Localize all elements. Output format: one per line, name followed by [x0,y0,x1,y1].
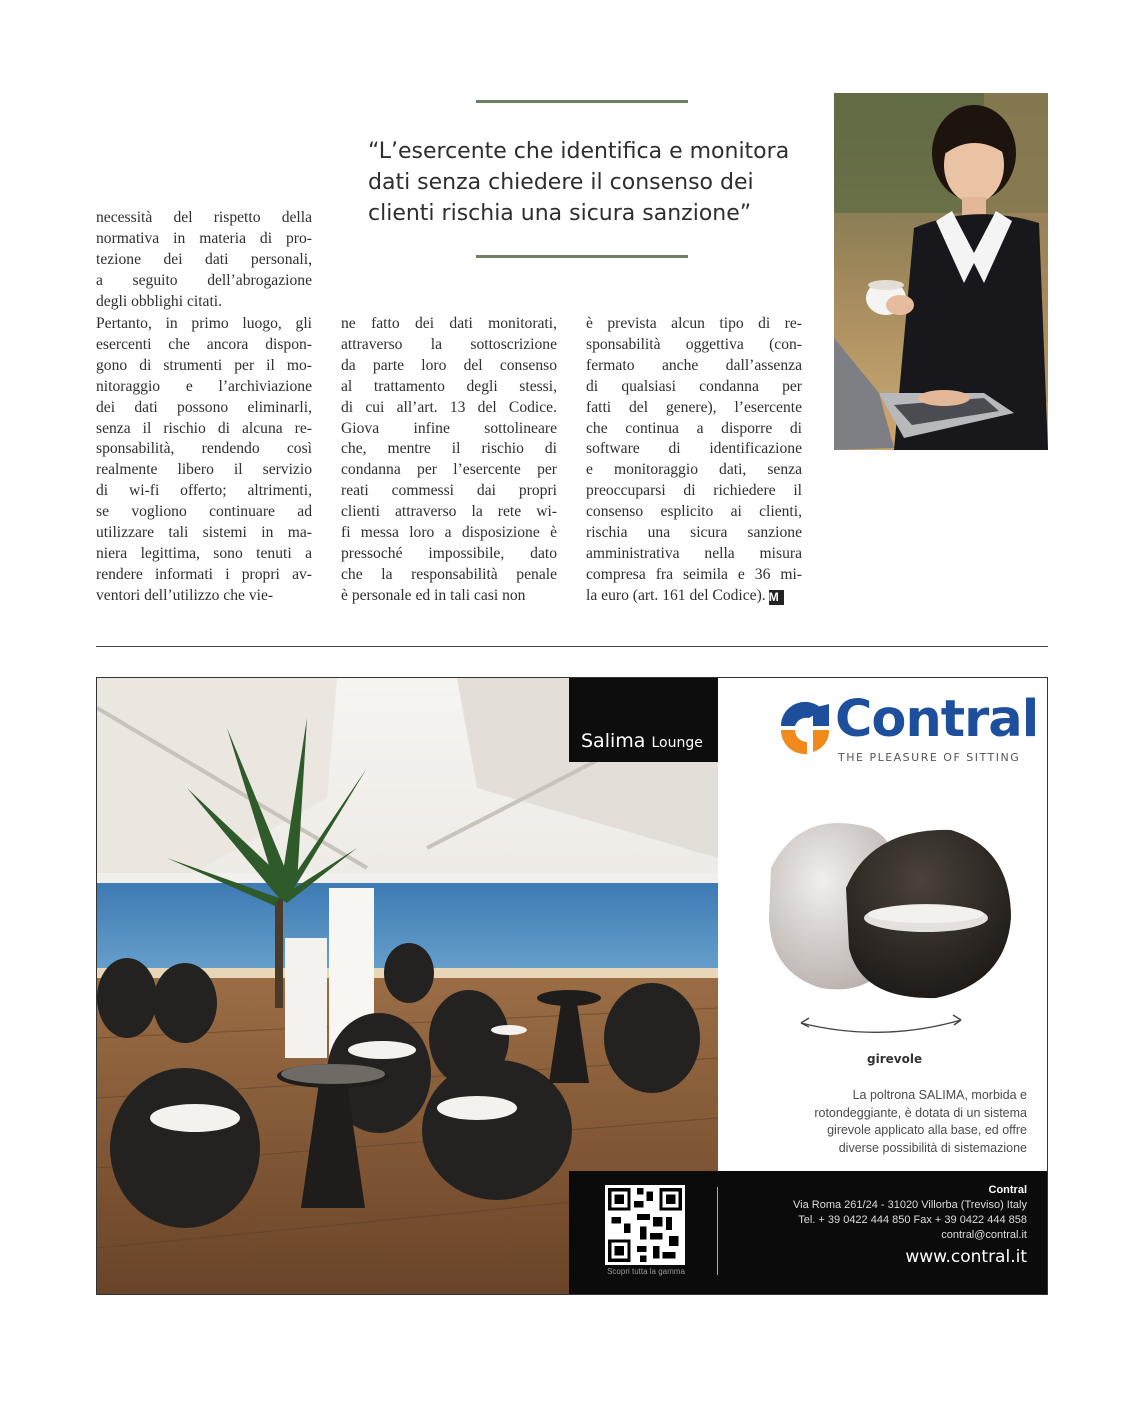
article-line: realmente libero il servizio [96,461,312,479]
contact-phone: Tel. + 39 0422 444 850 Fax + 39 0422 444 858 [798,1214,1027,1226]
article-line: e monitoraggio dati, senza [586,461,802,479]
article-line: preoccuparsi di richiedere il [586,482,802,500]
article-line: dei dati possono eliminarli, [96,398,312,416]
article-line: fi messa loro a disposizione è [341,524,557,542]
contact-company: Contral [988,1184,1027,1196]
contact-block [793,1183,1027,1243]
qr-caption: Scopri tutta la gamma [607,1267,685,1276]
article-line: rischia una sicura sanzione [586,524,802,542]
article-line: gono di strumenti per il mo- [96,356,312,374]
article-line: che continua a disporre di [586,419,802,437]
article-line: di cui all’art. 13 del Codice. [341,398,557,416]
contact-email[interactable]: contral@contral.it [941,1229,1027,1241]
article-line: al trattamento degli stessi, [341,377,557,395]
article-line: ventori dell’utilizzo che vie- [96,586,274,604]
article-line: nitoraggio e l’archiviazione [96,377,312,395]
article-column-3 [586,314,802,607]
article-line: se vogliono continuare ad [96,503,312,521]
article-line: necessità del rispetto della [96,209,312,226]
product-line: Lounge [651,735,703,751]
article-line: è prevista alcun tipo di re- [586,315,802,332]
article-line: sponsabilità, rendendo così [96,440,312,458]
article-line: di qualsiasi condanna per [586,377,802,395]
article-line: niera legittima, sono tenuti a [96,544,312,562]
brand-tagline: THE PLEASURE OF SITTING [838,751,1021,764]
quote-rule-bottom [476,255,688,258]
section-divider [96,646,1048,647]
website-link[interactable]: www.contral.it [905,1247,1027,1267]
article-column-1-top [96,208,312,313]
article-line: da parte loro del consenso [341,356,557,374]
article-line: compresa fra seimila e 36 mi- [586,565,802,583]
article-line: utilizzare tali sistemi in ma- [96,524,312,542]
article-line: attraverso la sottoscrizione [341,335,557,353]
article-line: condanna per l’esercente per [341,461,557,479]
article-line: la euro (art. 161 del Codice). M [586,586,802,607]
contact-address: Via Roma 261/24 - 31020 Villorba (Treviso) Italy [793,1199,1027,1211]
article-line: tezione dei dati personali, [96,250,312,268]
article-line: clienti attraverso la rete wi- [341,503,557,521]
article-line: pressoché impossibile, dato [341,544,557,562]
article-line: amministrativa nella misura [586,544,802,562]
article-column-2 [341,314,557,607]
article-line: fatti del genere), l’esercente [586,398,802,416]
article-line: degli obblighi citati. [96,292,223,310]
ad-contact-bar [569,1171,1047,1294]
article-line: reati commessi dai propri [341,482,557,500]
salima-chairs-illustration [761,808,1021,1038]
quote-rule-top [476,100,688,103]
article-line: normativa in materia di pro- [96,229,312,247]
article-line: Giova infine sottolineare [341,419,557,437]
pull-quote: “L’esercente che identifica e monitora dati senza chiedere il consenso dei clienti rischia una sicura sanzione” [368,139,790,226]
businesswoman-laptop-photo [834,93,1048,450]
article-line: che la responsabilità penale [341,565,557,583]
article-line: è personale ed in tali casi non [341,586,526,604]
article-column-1 [96,314,312,607]
article-line: a seguito dell’abrogazione [96,271,312,289]
article-line: software di identificazione [586,440,802,458]
article-line: ne fatto dei dati monitorati, [341,315,557,332]
brand-name: Contral [835,690,1039,749]
end-mark-icon: M [769,590,784,605]
product-title [581,730,703,752]
product-name: Salima [581,730,646,752]
product-description: La poltrona SALIMA, morbida e rotondeggiante, è dotata di un sistema girevole applicato alla base, ed offre diverse possibilità di sistemazione [814,1088,1027,1155]
article-line: rendere informati i propri av- [96,565,312,583]
article-line: fermato anche dall’assenza [586,356,802,374]
footer-separator [717,1187,718,1275]
article-line: esercenti che ancora dispon- [96,335,312,353]
article-line: senza il rischio di alcuna re- [96,419,312,437]
article-line: che, mentre il rischio di [341,440,557,458]
contral-advertisement [96,677,1048,1295]
article-line: consenso esplicito ai clienti, [586,503,802,521]
product-title-box [569,678,718,762]
qr-code-icon[interactable] [605,1185,685,1265]
article-line: sponsabilità oggettiva (con- [586,335,802,353]
article-line: Pertanto, in primo luogo, gli [96,315,312,332]
article-line: di wi-fi offerto; altrimenti, [96,482,312,500]
feature-label: girevole [867,1052,923,1066]
